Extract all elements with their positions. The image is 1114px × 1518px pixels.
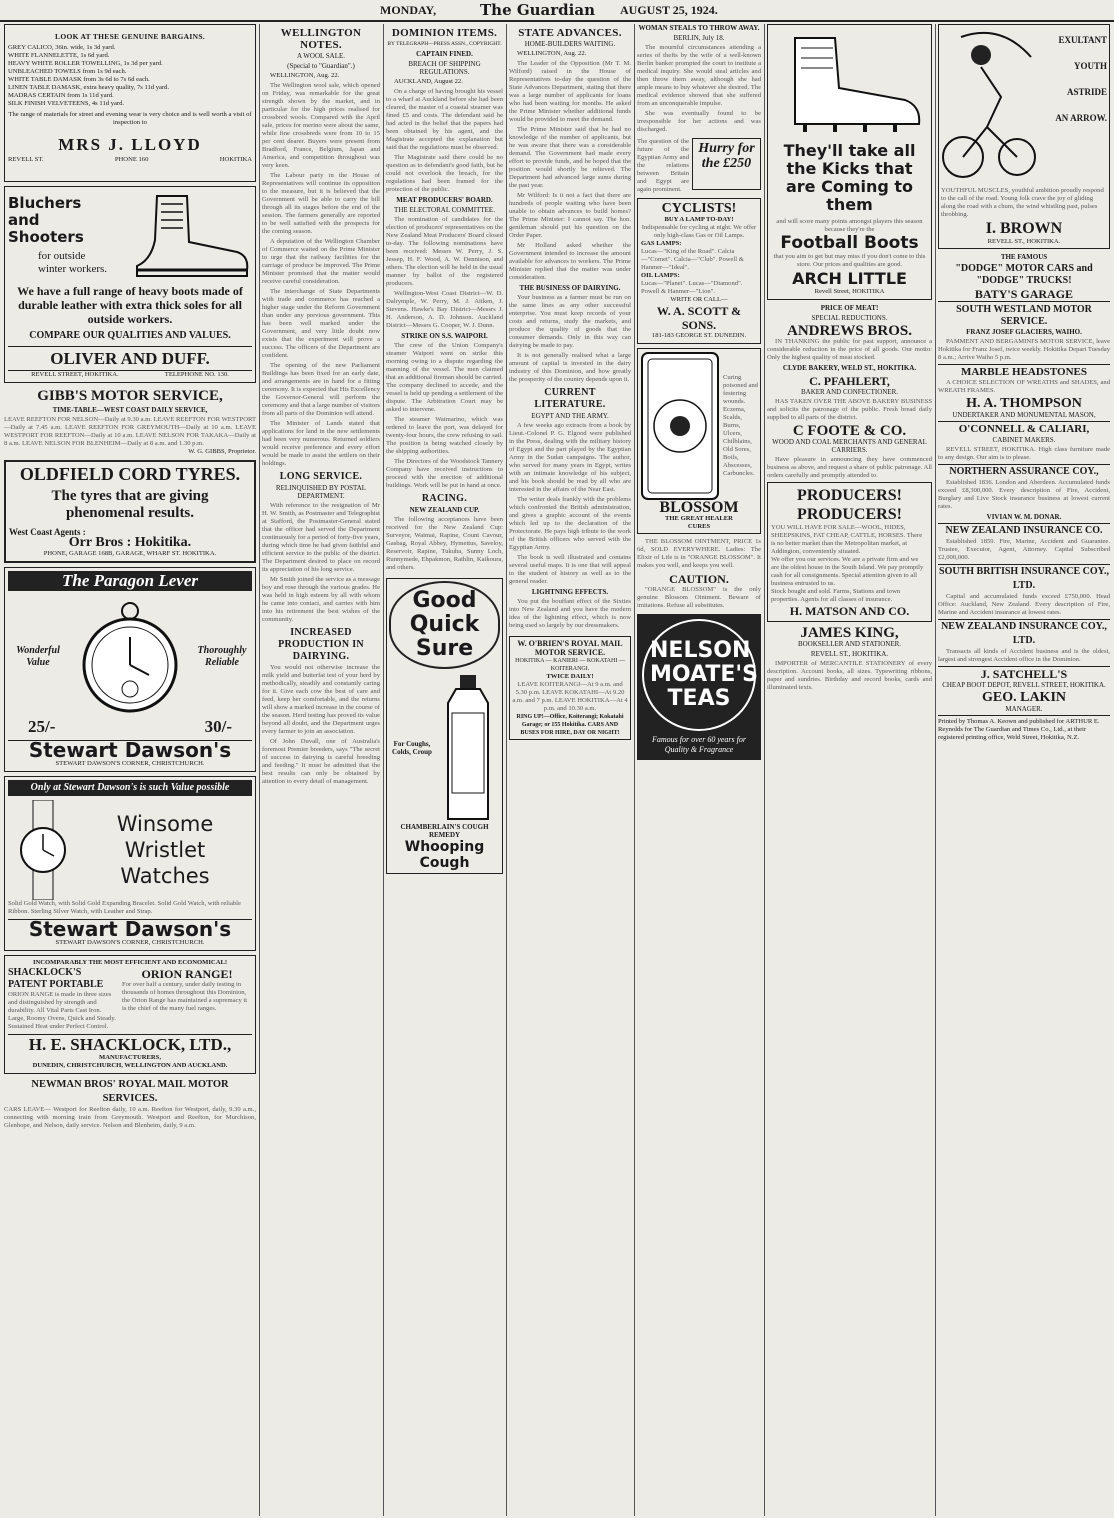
paragon-right: Thoroughly Reliable xyxy=(197,645,247,668)
state-dateline: WELLINGTON, Aug. 22. xyxy=(517,50,587,57)
ad-chamberlain xyxy=(386,578,503,874)
bargains-line: MADRAS CERTAIN from 1s 11d yard. xyxy=(8,92,114,99)
masthead xyxy=(0,2,1114,22)
state-head: STATE ADVANCES. xyxy=(518,27,622,39)
special-reductions: SPECIAL REDUCTIONS. xyxy=(811,314,888,322)
foote-name: C FOOTE & CO. xyxy=(792,423,907,439)
dominion-tel: BY TELEGRAPH—PRESS ASSN., COPYRIGHT. xyxy=(387,41,502,47)
bluchers-body: We have a full range of heavy boots made of durable leather with extra thick soles for all outside workers. xyxy=(17,284,243,326)
medicine-bottle-icon xyxy=(438,673,498,823)
brown-address: REVELL ST., HOKITIKA. xyxy=(987,238,1061,245)
dominion-head: DOMINION ITEMS. xyxy=(391,27,498,39)
boot-icon xyxy=(117,190,252,280)
meat-head: MEAT PRODUCERS' BOARD. xyxy=(396,196,493,204)
wristlet-top: Only at Stewart Dawson's is such Value possible xyxy=(8,780,252,796)
scott-name: W. A. SCOTT & SONS. xyxy=(656,304,742,332)
caution-head: CAUTION. xyxy=(669,572,729,586)
bluchers-sub: for outside winter workers. xyxy=(38,249,108,275)
oconnell-sub: CABINET MAKERS. xyxy=(992,436,1056,444)
for-coughs: For Coughs, Colds, Croup xyxy=(392,740,432,756)
wellington-head: WELLINGTON NOTES. xyxy=(280,27,362,51)
foote-sub: WOOD AND COAL MERCHANTS AND GENERAL CARRIERS. xyxy=(772,438,927,454)
paragon-title: The Paragon Lever xyxy=(8,571,252,591)
sure-word: Sure xyxy=(415,636,474,661)
bargains-line: LINEN TABLE DAMASK, extra heavy quality, 7s 11d yard. xyxy=(8,84,170,91)
ad-oldfield xyxy=(4,460,256,563)
ad-blossom: Curing poisoned and festering wounds. Eczema, Scalds, Burns, Ulcers, Chilblains, Old Sores, Boils, Abscesses, Carbuncles. BLOSSOM THE GREAT HEALER CURES xyxy=(637,348,761,534)
column-ads-6: They'll take all the Kicks that are Coming to them and will score many points amongst players this season because they're the Football Boots that you aim to get but may miss if you don't come to this store. Our prices and qualities are good. ARCH LITTLE Revell Street, HOKITIKA PRICE OF MEAT! SPECIAL REDUCTIONS. ANDREWS BROS. IN THANKING the public for past support, announce a considerable reduction in the price of all goods. Our motto: Only the highest quality of meat stocked. CLYDE BAKERY, WELD ST., HOKITIKA. C. PFAHLERT, BAKER AND CONFECTIONER. HAS TAKEN OVER THE ABOVE BAKERY BUSINESS and solicits the patronage of the public. Fresh bread daily supplied to all parts of the district. C FOOTE & CO. WOOD AND COAL MERCHANTS AND GENERAL CARRIERS. Have pleasure in announcing they have commenced business as above, and request a share of public patronage. All orders carefully and promptly attended to. PRODUCERS! PRODUCERS! YOU WILL HAVE FOR SALE—WOOL, HIDES, SHEEPSKINS, FAT CHEAP, CATTLE, HORSES. There is no better market than the Metropolitan market, at Addington, conveniently situated. We offer you our services. We are a private firm and we are the oldest house in the South Island. We pay promptly cash for all consignments. Special attention given to all business entrusted to us. Stock bought and sold. Farms, Stations and town properties. Agents for all classes of insurance. H. MATSON AND CO. JAMES KING, BOOKSELLER AND STATIONER. REVELL ST., HOKITIKA. IMPORTER of MERCANTILE STATIONERY of every description. Account books, all sizes. Typewriting ribbons, paper and sundries. Birthday and record books, cards and illuminated texts. xyxy=(767,24,932,1516)
oil-lamps: OIL LAMPS: xyxy=(641,272,680,279)
berlin-dateline: BERLIN, July 18. xyxy=(673,34,725,42)
ad-shacklock: INCOMPARABLY THE MOST EFFICIENT AND ECONOMICAL! SHACKLOCK'S PATENT PORTABLE ORION RANGE is made in three sizes and distinguished by strength and durability. All Vital Parts Cast Iron. Large, Roomy Ovens, Quick and Steady. Sustained Heat under Perfect Control. ORION RANGE! For over half a century, under daily testing in thousands of homes throughout this Dominion, the Orion Range has maintained a supremacy it is the chief of the many fuel ranges. H. E. SHACKLOCK, LTD., MANUFACTURERS, DUNEDIN, CHRISTCHURCH, WELLINGTON AND AUCKLAND. xyxy=(4,955,256,1074)
agents-label: West Coast Agents : xyxy=(9,527,86,537)
masthead-date: AUGUST 25, 1924. xyxy=(620,3,718,17)
stewart-name: Stewart Dawson's xyxy=(8,740,252,760)
gibbs-sub: TIME-TABLE—WEST COAST DAILY SERVICE, xyxy=(52,406,208,414)
healer-line: THE GREAT HEALER xyxy=(665,515,733,522)
lloyd-name: MRS J. LLOYD xyxy=(58,135,202,154)
ointment-tin-icon xyxy=(640,351,720,501)
column-ads-7: EXULTANT YOUTH ASTRIDE AN ARROW. YOUTHFUL MUSCLES, youthful ambition proudly respond to the call of the road. Young folk crave the joy of gliding along the road with a chum, the wind whistling past, pulses throbbing. I. BROWN REVELL ST., HOKITIKA. THE FAMOUS "DODGE" MOTOR CARS and "DODGE" TRUCKS! BATY'S GARAGE SOUTH WESTLAND MOTOR SERVICE. FRANZ JOSEF GLACIERS, WAIHO. PAMMENT AND BERGAMINI'S MOTOR SERVICE, leave Hokitika for Franz Josef, twice weekly. Hokitika Depart Tuesday 8 a.m.; Arrive Waiho 5 p.m. MARBLE HEADSTONES A CHOICE SELECTION OF WREATHS and SHADES, and WREATH FRAMES. H. A. THOMPSON UNDERTAKER AND MONUMENTAL MASON, O'CONNELL & CALIARI, CABINET MAKERS. REVELL STREET, HOKITIKA. High class furniture made to any design. Our aim is to please. NORTHERN ASSURANCE COY., Established 1836. London and Aberdeen. Accumulated funds exceed £8,300,000. Every description of Fire, Accident, Burglary and Live Stock insurance business at lowest current rates. VIVIAN W. M. DONAR. NEW ZEALAND INSURANCE CO. Established 1859. Fire, Marine, Accident and Guarantee. Trustee, Executor, Agent, Attorney. Capital Subscribed £2,000,000. SOUTH BRITISH INSURANCE COY., LTD. Capital and accumulated funds exceed £750,000. Head Office: Auckland, New Zealand. Every description of Fire, Marine and Accident insurance at lowest rates. NEW ZEALAND INSURANCE COY., LTD. Transacts all kinds of Accident business and is the oldest, largest and strongest Accident office in the Dominion. J. SATCHELL'S CHEAP BOOT DEPOT, REVELL STREET, HOKITIKA. GEO. LAKIN MANAGER. Printed by Thomas A. Keown and published for ARTHUR E. Reynolds for The Guardian and Times Co., Ltd., at their registered printing office, Weld Street, Hokitika, N.Z. xyxy=(938,24,1110,1516)
thompson-sub: UNDERTAKER AND MONUMENTAL MASON, xyxy=(952,411,1096,419)
brown-name: I. BROWN xyxy=(985,220,1063,237)
electoral-head: THE ELECTORAL COMMITTEE. xyxy=(394,206,495,214)
arrow-word: AN ARROW. xyxy=(1055,113,1107,123)
lloyd-address: REVELL ST. xyxy=(8,156,44,163)
astride-word: ASTRIDE xyxy=(1066,87,1107,97)
bluchers-title: Bluchers and Shooters xyxy=(8,193,84,246)
lakin-sub: MANAGER. xyxy=(1005,705,1043,713)
strike-head: STRIKE ON S.S. WAIPORI. xyxy=(401,332,488,340)
matson-name: H. MATSON AND CO. xyxy=(789,604,910,618)
exultant-word: EXULTANT xyxy=(1058,35,1107,45)
obrien-ring: RING UP!—Office, Koiterangi; Kokatahi Garage; or 155 Hokitika. CARS AND BUSES FOR HIRE, DAY OR NIGHT! xyxy=(516,714,624,736)
business-head: THE BUSINESS OF DAIRYING. xyxy=(519,284,621,292)
bargains-line: WHITE FLANNELETTE, 1s 6d yard. xyxy=(8,52,110,59)
quick-word: Quick xyxy=(409,612,480,637)
ad-producers: PRODUCERS! PRODUCERS! YOU WILL HAVE FOR SALE—WOOL, HIDES, SHEEPSKINS, FAT CHEAP, CATTLE, HORSES. There is no better market than the Metropolitan market, at Addington, conveniently situated. We offer you our services. We are a private firm and we are the oldest house in the South Island. We pay promptly cash for all consignments. Special attention given to all business entrusted to us. Stock bought and sold. Farms, Stations and town properties. Agents for all classes of insurance. H. MATSON AND CO. xyxy=(767,482,932,622)
ad-gibbs: GIBB'S MOTOR SERVICE, TIME-TABLE—WEST COAST DAILY SERVICE, LEAVE REEFTON FOR NELSON—Daily at 9.30 a.m. LEAVE REEFTON FOR WESTPORT—Daily at 7.45 a.m. LEAVE REEFTON FOR GREYMOUTH—Daily at 10 a.m. LEAVE WESTPORT FOR REEFTON—Daily at 10 a.m. LEAVE NELSON FOR TAKAKA—Daily at 8 a.m. LEAVE NELSON FOR BLENHEIM—Daily at 8 a.m. and 1.30 p.m. W. G. GIBBS, Proprietor. xyxy=(4,388,256,455)
ad-newman: NEWMAN BROS' ROYAL MAIL MOTOR SERVICES. CARS LEAVE— Westport for Reefton daily, 10 a.m. Reefton for Westport, daily, 9.30 a.m., connecting with morning train from Greymouth. Westport and Reefton, for Murchison, Glenhope, and Nelson, daily service. Nelson and Blenheim, daily, 9 a.m. xyxy=(4,1079,256,1129)
bargains-note: The range of materials for street and evening wear is very choice and is well worth a visit of inspection to xyxy=(8,111,252,126)
wristlet-title: Winsome Wristlet Watches xyxy=(116,812,214,888)
breach-head: BREACH OF SHIPPING REGULATIONS. xyxy=(408,60,481,76)
woman-head: WOMAN STEALS TO THROW AWAY. xyxy=(638,24,760,32)
masthead-day: MONDAY, xyxy=(380,3,437,17)
compare-line: COMPARE OUR QUALITIES AND VALUES. xyxy=(29,330,231,341)
bargains-line: UNBLEACHED TOWELS from 1s 9d each. xyxy=(8,68,127,75)
producers-title: PRODUCERS! PRODUCERS! xyxy=(797,487,902,523)
chamberlain-name: CHAMBERLAIN'S COUGH REMEDY xyxy=(400,823,489,839)
famous-line: THE FAMOUS xyxy=(1000,253,1048,261)
lamp-line: BUY A LAMP TO-DAY! xyxy=(664,216,734,223)
ad-obrien: W. O'BRIEN'S ROYAL MAIL MOTOR SERVICE. HOKITIKA — KANIERI — KOKATAHI — KOITERANGI. TWICE DAILY! LEAVE KOITERANGI—At 9 a.m. and 5.30 p.m. LEAVE KOKATAHI—At 9.20 a.m. and 7 p.m. LEAVE HOKITIKA—At 4 p.m. and 10.30 a.m. RING UP!—Office, Koiterangi; Kokatahi Garage; or 155 Hokitika. CARS AND BUSES FOR HIRE, DAY OR NIGHT! xyxy=(509,636,631,740)
price-meat: PRICE OF MEAT! xyxy=(820,304,879,312)
thompson-name: H. A. THOMPSON xyxy=(966,396,1082,411)
ad-scott: CYCLISTS! BUY A LAMP TO-DAY! Indispensable for cycling at night. We offer only high-class Gas or Oil Lamps. GAS LAMPS: Lucas—"King of the Road". Calcia—"Comet". Calcia—"Club". Powell & Hanmer—"Ideal". OIL LAMPS: Lucas—"Planet". Lucas—"Diamond". Powell & Hanmer—"Lion". WRITE OR CALL— W. A. SCOTT & SONS. 181-183 GEORGE ST. DUNEDIN. xyxy=(637,198,761,344)
nelson-sub: Famous for over 60 years for Quality & Fragrance xyxy=(652,735,746,754)
dodge-title: "DODGE" MOTOR CARS and "DODGE" TRUCKS! xyxy=(955,263,1093,286)
hes-address: DUNEDIN, CHRISTCHURCH, WELLINGTON AND AUCKLAND. xyxy=(32,1062,228,1069)
gas-lamps: GAS LAMPS: xyxy=(641,240,682,247)
long-service-sub: RELINQUISHED BY POSTAL DEPARTMENT. xyxy=(275,484,367,500)
price-right: 30/- xyxy=(204,717,232,736)
pocket-watch-icon xyxy=(75,597,185,717)
column-state-advances: STATE ADVANCES. HOME-BUILDERS WAITING. WELLINGTON, Aug. 22. The Leader of the Opposition (Mr T. M. Wilford) raised in the House of Representatives to-day the question of the State Advances Department, stating that there was a large number of applicants for loans who had been waiting for months. He asked the Prime Minister whether additional funds would be provided to meet the demand. The Prime Minister said that he had no knowledge of the number of applicants, but he was aware that there was a considerable demand. The Government had made every effort to provide funds, and he hoped that the position would shortly be relieved. The Department had advanced large sums during the past year. Mr Wilford: Is it not a fact that there are hundreds of people waiting who have been unable to obtain advances to build homes? The Prime Minister: I cannot say. The hon. gentleman should put his question on the Order Paper. Mr Holland asked whether the Government intended to increase the amount available for advances to workers. The Prime Minister replied that the matter was under consideration. THE BUSINESS OF DAIRYING. Your business as a farmer must be run on the same lines as any other successful enterprise. You must keep records of your costs and returns, study the markets, and produce the quality of goods that the consumer demands. Only in this way can dairying be made to pay. It is not generally realised what a large amount of capital is invested in the dairy industry of this Dominion, and how greatly the prosperity of the country depends upon it. CURRENT LITERATURE. EGYPT AND THE ARMY. A few weeks ago extracts from a book by Lieut.-Colonel P. G. Elgood were published in the Press, dealing with the military history of Egypt and the part played by the Egyptian Army in the Sudan campaigns. The author, who served for many years in Egypt, writes with an intimate knowledge of his subject, and his book should be read by all who are interested in the affairs of the Near East. The writer deals frankly with the problems which confronted the British administration, and gives a graphic account of the events which led up to the declaration of the Protectorate. He pays high tribute to the work of the British officers who served with the Egyptian Army. The book is well illustrated and contains several useful maps. It is one that will appeal to the student of history as well as to the general reader. LIGHTNING EFFECTS. You put the bouffant effect of the Sixties into New Zealand and you have the modern idea of the lightning effect, which is now being used so largely by our dressmakers. W. O'BRIEN'S ROYAL MAIL MOTOR SERVICE. HOKITIKA — KANIERI — KOKATAHI — KOITERANGI. TWICE DAILY! LEAVE KOITERANGI—At 9 a.m. and 5.30 p.m. LEAVE KOKATAHI—At 9.20 a.m. and 7 p.m. LEAVE HOKITIKA—At 4 p.m. and 10.30 a.m. RING UP!—Office, Koiterangi; Kokatahi Garage; or 155 Hokitika. CARS AND BUSES FOR HIRE, DAY OR NIGHT! xyxy=(509,24,631,1516)
write-or-call: WRITE OR CALL— xyxy=(670,296,728,303)
james-sub: BOOKSELLER AND STATIONER. xyxy=(797,640,902,648)
baker-line: BAKER AND CONFECTIONER. xyxy=(800,388,899,396)
stewart-address: STEWART DAWSON'S CORNER, CHRISTCHURCH. xyxy=(55,760,205,767)
andrews-name: ANDREWS BROS. xyxy=(786,323,913,339)
cord-sub: The tyres that are giving phenomenal results. xyxy=(51,488,209,521)
increased-production-head: INCREASED PRODUCTION IN DAIRYING. xyxy=(278,627,364,662)
whooping-cough: Whooping Cough xyxy=(404,839,485,871)
bargains-line: WHITE TABLE DAMASK from 3s 6d to 7s 6d each. xyxy=(8,76,150,83)
james-name: JAMES KING, xyxy=(800,625,899,641)
lightning-head: LIGHTNING EFFECTS. xyxy=(531,588,609,596)
orr-name: Orr Bros : Hokitika. xyxy=(68,535,192,550)
wellington-sub: A WOOL SALE. xyxy=(296,52,346,60)
nzins2-name: NEW ZEALAND INSURANCE COY., LTD. xyxy=(938,619,1110,648)
lloyd-town: HOKITIKA xyxy=(219,156,252,163)
satchell-sub: CHEAP BOOT DEPOT, REVELL STREET, HOKITIKA. xyxy=(942,681,1106,689)
ncup-head: NEW ZEALAND CUP. xyxy=(409,506,480,514)
arch-address: Revell Street, HOKITIKA xyxy=(814,288,885,295)
ad-nelson-moate xyxy=(637,614,761,760)
arch-name: ARCH LITTLE xyxy=(792,269,907,288)
ad-football-boots: They'll take all the Kicks that are Coming to them and will score many points amongst players this season because they're the Football Boots that you aim to get but may miss if you don't come to this store. Our prices and qualities are good. ARCH LITTLE Revell Street, HOKITIKA xyxy=(767,24,932,300)
oliver-phone: TELEPHONE NO. 130. xyxy=(164,371,229,378)
printed-imprint: Printed by Thomas A. Keown and published for ARTHUR E. Reynolds for The Guardian and Times Co., Ltd., at their registered printing office, Weld Street, Hokitika, N.Z. xyxy=(938,715,1110,742)
obrien-title: W. O'BRIEN'S ROYAL MAIL MOTOR SERVICE. xyxy=(517,639,623,657)
newman-title: NEWMAN BROS' ROYAL MAIL MOTOR SERVICES. xyxy=(31,1079,229,1104)
northern-name: NORTHERN ASSURANCE COY., xyxy=(938,464,1110,479)
wellington-dateline: WELLINGTON, Aug. 22. xyxy=(270,72,340,79)
orr-address: PHONE, GARAGE 168B, GARAGE, WHARF ST. HOKITIKA. xyxy=(43,550,217,557)
shacklock-top: INCOMPARABLY THE MOST EFFICIENT AND ECONOMICAL! xyxy=(32,959,228,966)
gibbs-title: GIBB'S MOTOR SERVICE, xyxy=(37,388,223,404)
cyclist-icon xyxy=(941,27,1036,187)
orion-title: ORION RANGE! xyxy=(141,967,233,981)
column-wellington-notes: WELLINGTON NOTES. A WOOL SALE. (Special to "Guardian".) WELLINGTON, Aug. 22. The Wellington wool sale, which opened on Friday, was remarkable for the great strength shown by the market, and in particular for the high prices realised for crossbred wools. Compared with the April sale, prices for merino were about the same, while fine crossbreds were from 10 to 15 per cent dearer. Buyers were present from Bradford, France, Belgium, Japan and America, and competition throughout was very keen. The Labour party in the House of Representatives will continue its opposition to the measure, but it is believed that the Government will be able to carry the bill through all its stages before the end of the session. The farmers generally are reported to be well satisfied with the prospects for the coming season. A deputation of the Wellington Chamber of Commerce waited on the Prime Minister to urge that the railway facilities for the carriage of produce be improved. The Prime Minister promised that the matter would receive careful consideration. The interchange of State Departments with trade and commerce has reached a higher stage under the Reform Government than under any previous government. This has been well marked under the Government, and very little doubt now exists that the experiment will prove a success. The officers of the Department are confident. The opening of the new Parliament Buildings has been fixed for an early date, and arrangements are in hand for a fitting ceremony. It is expected that His Excellency the Governor-General will perform the ceremony and that a large number of visitors from all parts of the Dominion will attend. The Minister of Lands stated that applications for land in the new settlements had been very numerous. Returned soldiers would receive preference and every effort would be made to assist the settlers on their holdings. LONG SERVICE. RELINQUISHED BY POSTAL DEPARTMENT. With reference to the resignation of Mr H. W. Smith, as Postmaster and Telegraphist at Stafford, the Postmaster-General stated that the officer had served the Department continuously for a period of forty-five years, during which time he had given faithful and efficient service to the public of the district. The Department desired to place on record its appreciation of his long service. Mr Smith joined the service as a message boy and rose through the various grades. He was held in high esteem by all with whom he came into contact, and carries with him into his retirement the best wishes of the community. INCREASED PRODUCTION IN DAIRYING. You would not otherwise increase the milk yield and butterfat test of your herd by methodically, steadily and constantly caring for it. Give each cow the best of care and feed, keep her comfortable, and the returns will show a marked increase in the course of the season. Herd testing has proved its value beyond all doubt, and the Department urges every farmer to join an association. Of John Duvall, one of Australia's foremost Premier breeders, says "The secret of success in dairying is careful breeding and feeding." It must be admitted that the best results can only be obtained by attention to every detail of management. xyxy=(262,27,380,785)
kicks-line: They'll take all the Kicks that are Coming to them xyxy=(783,141,916,214)
masthead-title: The Guardian xyxy=(480,1,595,19)
satchell-name: J. SATCHELL'S xyxy=(938,666,1110,681)
obrien-sub: HOKITIKA — KANIERI — KOKATAHI — KOITERANGI. xyxy=(515,658,625,672)
cord-title: OLDFIELD CORD TYRES. xyxy=(19,464,241,484)
stewart2-address: STEWART DAWSON'S CORNER, CHRISTCHURCH. xyxy=(55,939,205,946)
clyde-bakery: CLYDE BAKERY, WELD ST., HOKITIKA. xyxy=(782,364,917,372)
oconnell-name: O'CONNELL & CALIARI, xyxy=(938,421,1110,436)
price-left: 25/- xyxy=(28,717,56,736)
shacklock-left: SHACKLOCK'S PATENT PORTABLE xyxy=(8,967,104,990)
lakin-name: GEO. LAKIN xyxy=(981,690,1066,705)
southbrit-name: SOUTH BRITISH INSURANCE COY., LTD. xyxy=(939,566,1109,591)
ad-lloyd xyxy=(4,24,256,182)
blossom-word: BLOSSOM xyxy=(659,499,739,516)
ad-brown-bicycle: EXULTANT YOUTH ASTRIDE AN ARROW. YOUTHFUL MUSCLES, youthful ambition proudly respond to the call of the road. Young folk crave the joy of gliding along the road with a chum, the wind whistling past, pulses throbbing. I. BROWN REVELL ST., HOKITIKA. xyxy=(938,24,1110,249)
football-title: Football Boots xyxy=(780,233,919,253)
ad-oliver-duff xyxy=(4,186,256,383)
nelson-title: NELSON MOATE'S TEAS xyxy=(650,638,758,711)
donar-name: VIVIAN W. M. DONAR. xyxy=(986,513,1062,521)
cyclists-title: CYCLISTS! xyxy=(661,201,737,216)
scott-address: 181-183 GEORGE ST. DUNEDIN. xyxy=(651,332,747,339)
twice-daily: TWICE DAILY! xyxy=(546,673,594,680)
column-ads-5: WOMAN STEALS TO THROW AWAY. BERLIN, July 18. The mournful circumstances attending a series of thefts by the wife of a well-known Berlin banker prompted the court to institute a medical inquiry. She would steal articles and then throw them away, although she had ample means to buy whatever she desired. The medical evidence showed that she suffered from an unconquerable impulse. She was eventually found to be irresponsible for her actions and was discharged. The question of the future of the Egyptian Army and the relations between Britain and Egypt are again prominent. Hurry for the £250 CYCLISTS! BUY A LAMP TO-DAY! Indispensable for cycling at night. We offer only high-class Gas or Oil Lamps. GAS LAMPS: Lucas—"King of the Road". Calcia—"Comet". Calcia—"Club". Powell & Hanmer—"Ideal". OIL LAMPS: Lucas—"Planet". Lucas—"Diamond". Powell & Hanmer—"Lion". WRITE OR CALL— W. A. SCOTT & SONS. 181-183 GEORGE ST. DUNEDIN. Curing poisoned and festering wounds. Eczema, Scalds, Burns, Ulcers, Chilblains, Old Sores, Boils, Abscesses, Carbuncles. BLOSSOM THE GREAT HEALER CURES THE BLOSSOM OINTMENT, PRICE 1s 6d, SOLD EVERYWHERE. Ladies: The Elixir of Life is in "ORANGE BLOSSOM". It makes you well, and keeps you well. CAUTION. "ORANGE BLOSSOM" is the only genuine Blossom Ointment. Beware of imitations. Refuse all substitutes. NELSON MOATE'S TEAS Famous for over 60 years for Quality & Fragrance xyxy=(637,24,761,1516)
hes-sub: MANUFACTURERS, xyxy=(99,1054,161,1061)
bargains-line: SILK FINISH VELVETEENS, 4s 11d yard. xyxy=(8,100,125,107)
wristwatch-icon xyxy=(8,800,78,900)
long-service-head: LONG SERVICE. xyxy=(279,471,363,482)
column-ads-1 xyxy=(4,24,256,1516)
captain-head: CAPTAIN FINED. xyxy=(416,50,473,58)
marble-title: MARBLE HEADSTONES xyxy=(938,364,1110,379)
cures-line: CURES xyxy=(687,523,711,530)
gibbs-sign: W. G. GIBBS, Proprietor. xyxy=(188,448,256,455)
literature-head: CURRENT LITERATURE. xyxy=(534,387,606,410)
franz-line: FRANZ JOSEF GLACIERS, WAIHO. xyxy=(966,328,1082,336)
racing-head: RACING. xyxy=(421,493,468,504)
column-dominion-items: DOMINION ITEMS. BY TELEGRAPH—PRESS ASSN., COPYRIGHT. CAPTAIN FINED. BREACH OF SHIPPING REGULATIONS. AUCKLAND, August 22. On a charge of having brought his vessel to a wharf at Auckland before she had been cleared, the master of a coastal steamer was fined £5 and costs. The defendant said he had acted in the belief that the papers had been obtained by his agent, and the Magistrate accepted the explanation but said that the regulations must be observed. The Magistrate said there could be no question as to defendant's good faith, but he could not overlook the breach, for the regulations had been framed for the protection of the public. MEAT PRODUCERS' BOARD. THE ELECTORAL COMMITTEE. The nomination of candidates for the election of producers' representatives on the New Zealand Meat Producers' Board closed to-day. The following nominations have been received: Messrs W. Perry, J. S. Jessep, H. F. Wood, A. W. Dennison, and others. The election will be held in the usual manner by ballot of the registered producers. Wellington-West Coast District—W. D. Dalrymple, W. Perry, M. J. Aitken, J. Stevens. Hawke's Bay District—Messrs J. H. Anderson, A. D. Johnson. Auckland District—Messrs G. Cooper, W. J. Dunn. STRIKE ON S.S. WAIPORI. The crew of the Union Company's steamer Waipori went on strike this morning owing to a dispute regarding the manning of the vessel. The men claimed that an additional fireman should be carried. The company declined to accede, and the vessel is held up pending a settlement of the dispute. The Arbitration Court may be asked to intervene. The steamer Waimarino, which was ordered to leave the port, was delayed for twenty-four hours, the crew refusing to sail. The position is being watched closely by the shipping authorities. The Directors of the Woodstock Tannery Company have received instructions to proceed with the erection of additional buildings. Work will be put in hand at once. RACING. NEW ZEALAND CUP. The following acceptances have been received for the New Zealand Cup: Surveyor, Waimai, Rapine, Count Cavour, Gasbag, Royal Abbey, Hymettus, Saveloy, Reservoir, Rapine, Tukuha, Sunny Loch, Runnymede, Ehpakmon, Rathlin, Kaikoura, and others. Good Quick Sure For Coughs, Colds, Croup CHAMBERLAIN'S COUGH REMEDY Whooping Cough xyxy=(386,24,503,1516)
bargains-title: LOOK AT THESE GENUINE BARGAINS. xyxy=(55,32,205,41)
lloyd-phone: PHONE 160 xyxy=(114,156,149,163)
bargains-line: HEAVY WHITE ROLLER TOWELLING, 1s 3d per yard. xyxy=(8,60,163,67)
youth-word: YOUTH xyxy=(1073,61,1107,71)
oliver-address: REVELL STREET, HOKITIKA. xyxy=(31,371,119,378)
good-word: Good xyxy=(412,588,477,613)
ad-paragon xyxy=(4,567,256,772)
hes-name: H. E. SHACKLOCK, LTD., xyxy=(8,1034,252,1054)
nzins-name: NEW ZEALAND INSURANCE CO. xyxy=(938,523,1110,538)
stewart2-name: Stewart Dawson's xyxy=(8,919,252,939)
wellington-special: (Special to "Guardian".) xyxy=(287,62,355,70)
southwest-title: SOUTH WESTLAND MOTOR SERVICE. xyxy=(938,301,1110,328)
hurry-title: Hurry for the £250 xyxy=(698,141,755,171)
paragon-left: Wonderful Value xyxy=(16,645,60,668)
pfahlert-name: C. PFAHLERT, xyxy=(809,374,890,388)
ad-wristlet: Only at Stewart Dawson's is such Value possible Winsome Wristlet Watches Solid Gold Watch, with Solid Gold Expanding Bracelet. Solid Gold Watch, with reliable Ribbon. Sterling Silver Watch, with Leather and Strap. Stewart Dawson's STEWART DAWSON'S CORNER, CHRISTCHURCH. xyxy=(4,776,256,951)
bargains-line: GREY CALICO, 36in. wide, 1s 3d yard. xyxy=(8,44,116,51)
dominion-dateline: AUCKLAND, August 22. xyxy=(394,78,463,85)
egypt-head: EGYPT AND THE ARMY. xyxy=(531,412,609,420)
james-address: REVELL ST., HOKITIKA. xyxy=(810,650,889,658)
football-boot-icon xyxy=(775,28,925,138)
oliver-duff-name: OLIVER AND DUFF. xyxy=(8,346,252,371)
ad-hurry xyxy=(692,138,761,190)
baty-name: BATY'S GARAGE xyxy=(974,287,1074,301)
state-sub: HOME-BUILDERS WAITING. xyxy=(524,40,616,48)
